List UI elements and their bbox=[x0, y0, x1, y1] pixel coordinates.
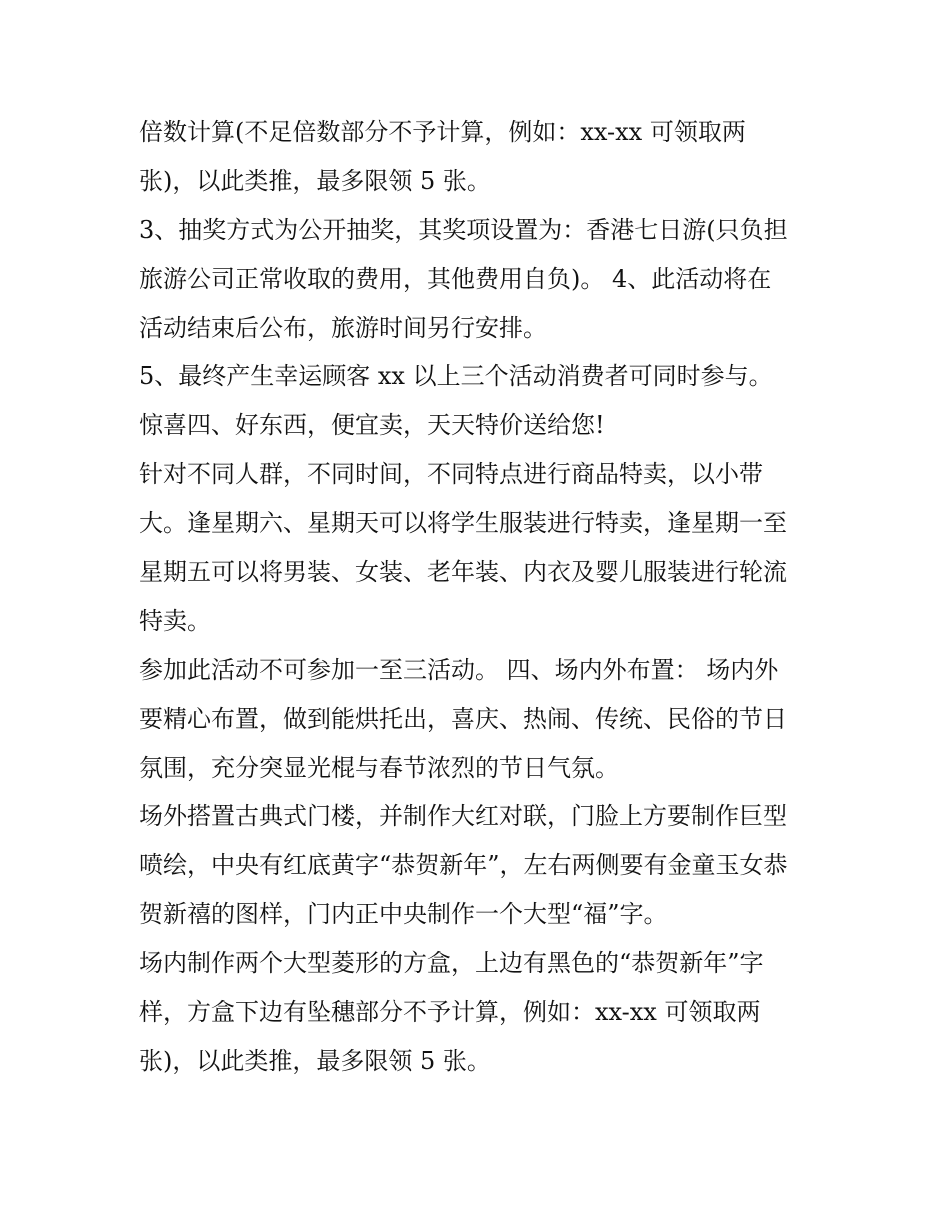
text-line: 要精心布置，做到能烘托出，喜庆、热闹、传统、民俗的节日 bbox=[139, 704, 787, 733]
text-line: 3、抽奖方式为公开抽奖，其奖项设置为：香港七日游(只负担 bbox=[139, 215, 788, 244]
text-line: 参加此活动不可参加一至三活动。 四、场内外布置： 场内外 bbox=[139, 655, 779, 684]
text-line: 大。逢星期六、星期天可以将学生服装进行特卖，逢星期一至 bbox=[139, 509, 787, 538]
text-line: 贺新禧的图样，门内正中央制作一个大型“福”字。 bbox=[139, 900, 668, 929]
text-line: 样，方盒下边有坠穗部分不予计算，例如：xx-xx 可领取两 bbox=[139, 998, 761, 1027]
text-line: 场内制作两个大型菱形的方盒，上边有黑色的“恭贺新年”字 bbox=[139, 949, 764, 978]
text-line: 活动结束后公布，旅游时间另行安排。 bbox=[139, 313, 547, 342]
text-line: 倍数计算(不足倍数部分不予计算，例如：xx-xx 可领取两 bbox=[139, 118, 746, 146]
text-line: 针对不同人群，不同时间，不同特点进行商品特卖，以小带 bbox=[139, 460, 763, 489]
text-line: 特卖。 bbox=[139, 606, 211, 635]
text-line: 5、最终产生幸运顾客 xx 以上三个活动消费者可同时参与。 bbox=[139, 362, 773, 391]
text-line: 张)，以此类推，最多限领 5 张。 bbox=[139, 166, 491, 195]
document-body bbox=[139, 108, 819, 1086]
text-line: 氛围，充分突显光棍与春节浓烈的节日气氛。 bbox=[139, 753, 619, 782]
text-line: 张)，以此类推，最多限领 5 张。 bbox=[139, 1046, 491, 1075]
text-line: 场外搭置古典式门楼，并制作大红对联，门脸上方要制作巨型 bbox=[139, 802, 787, 831]
text-line: 喷绘，中央有红底黄字“恭贺新年”，左右两侧要有金童玉女恭 bbox=[139, 851, 788, 880]
text-line: 惊喜四、好东西，便宜卖，天天特价送给您! bbox=[139, 411, 605, 440]
text-line: 星期五可以将男装、女装、老年装、内衣及婴儿服装进行轮流 bbox=[139, 558, 787, 587]
text-line: 旅游公司正常收取的费用，其他费用自负)。 4、此活动将在 bbox=[139, 264, 772, 293]
